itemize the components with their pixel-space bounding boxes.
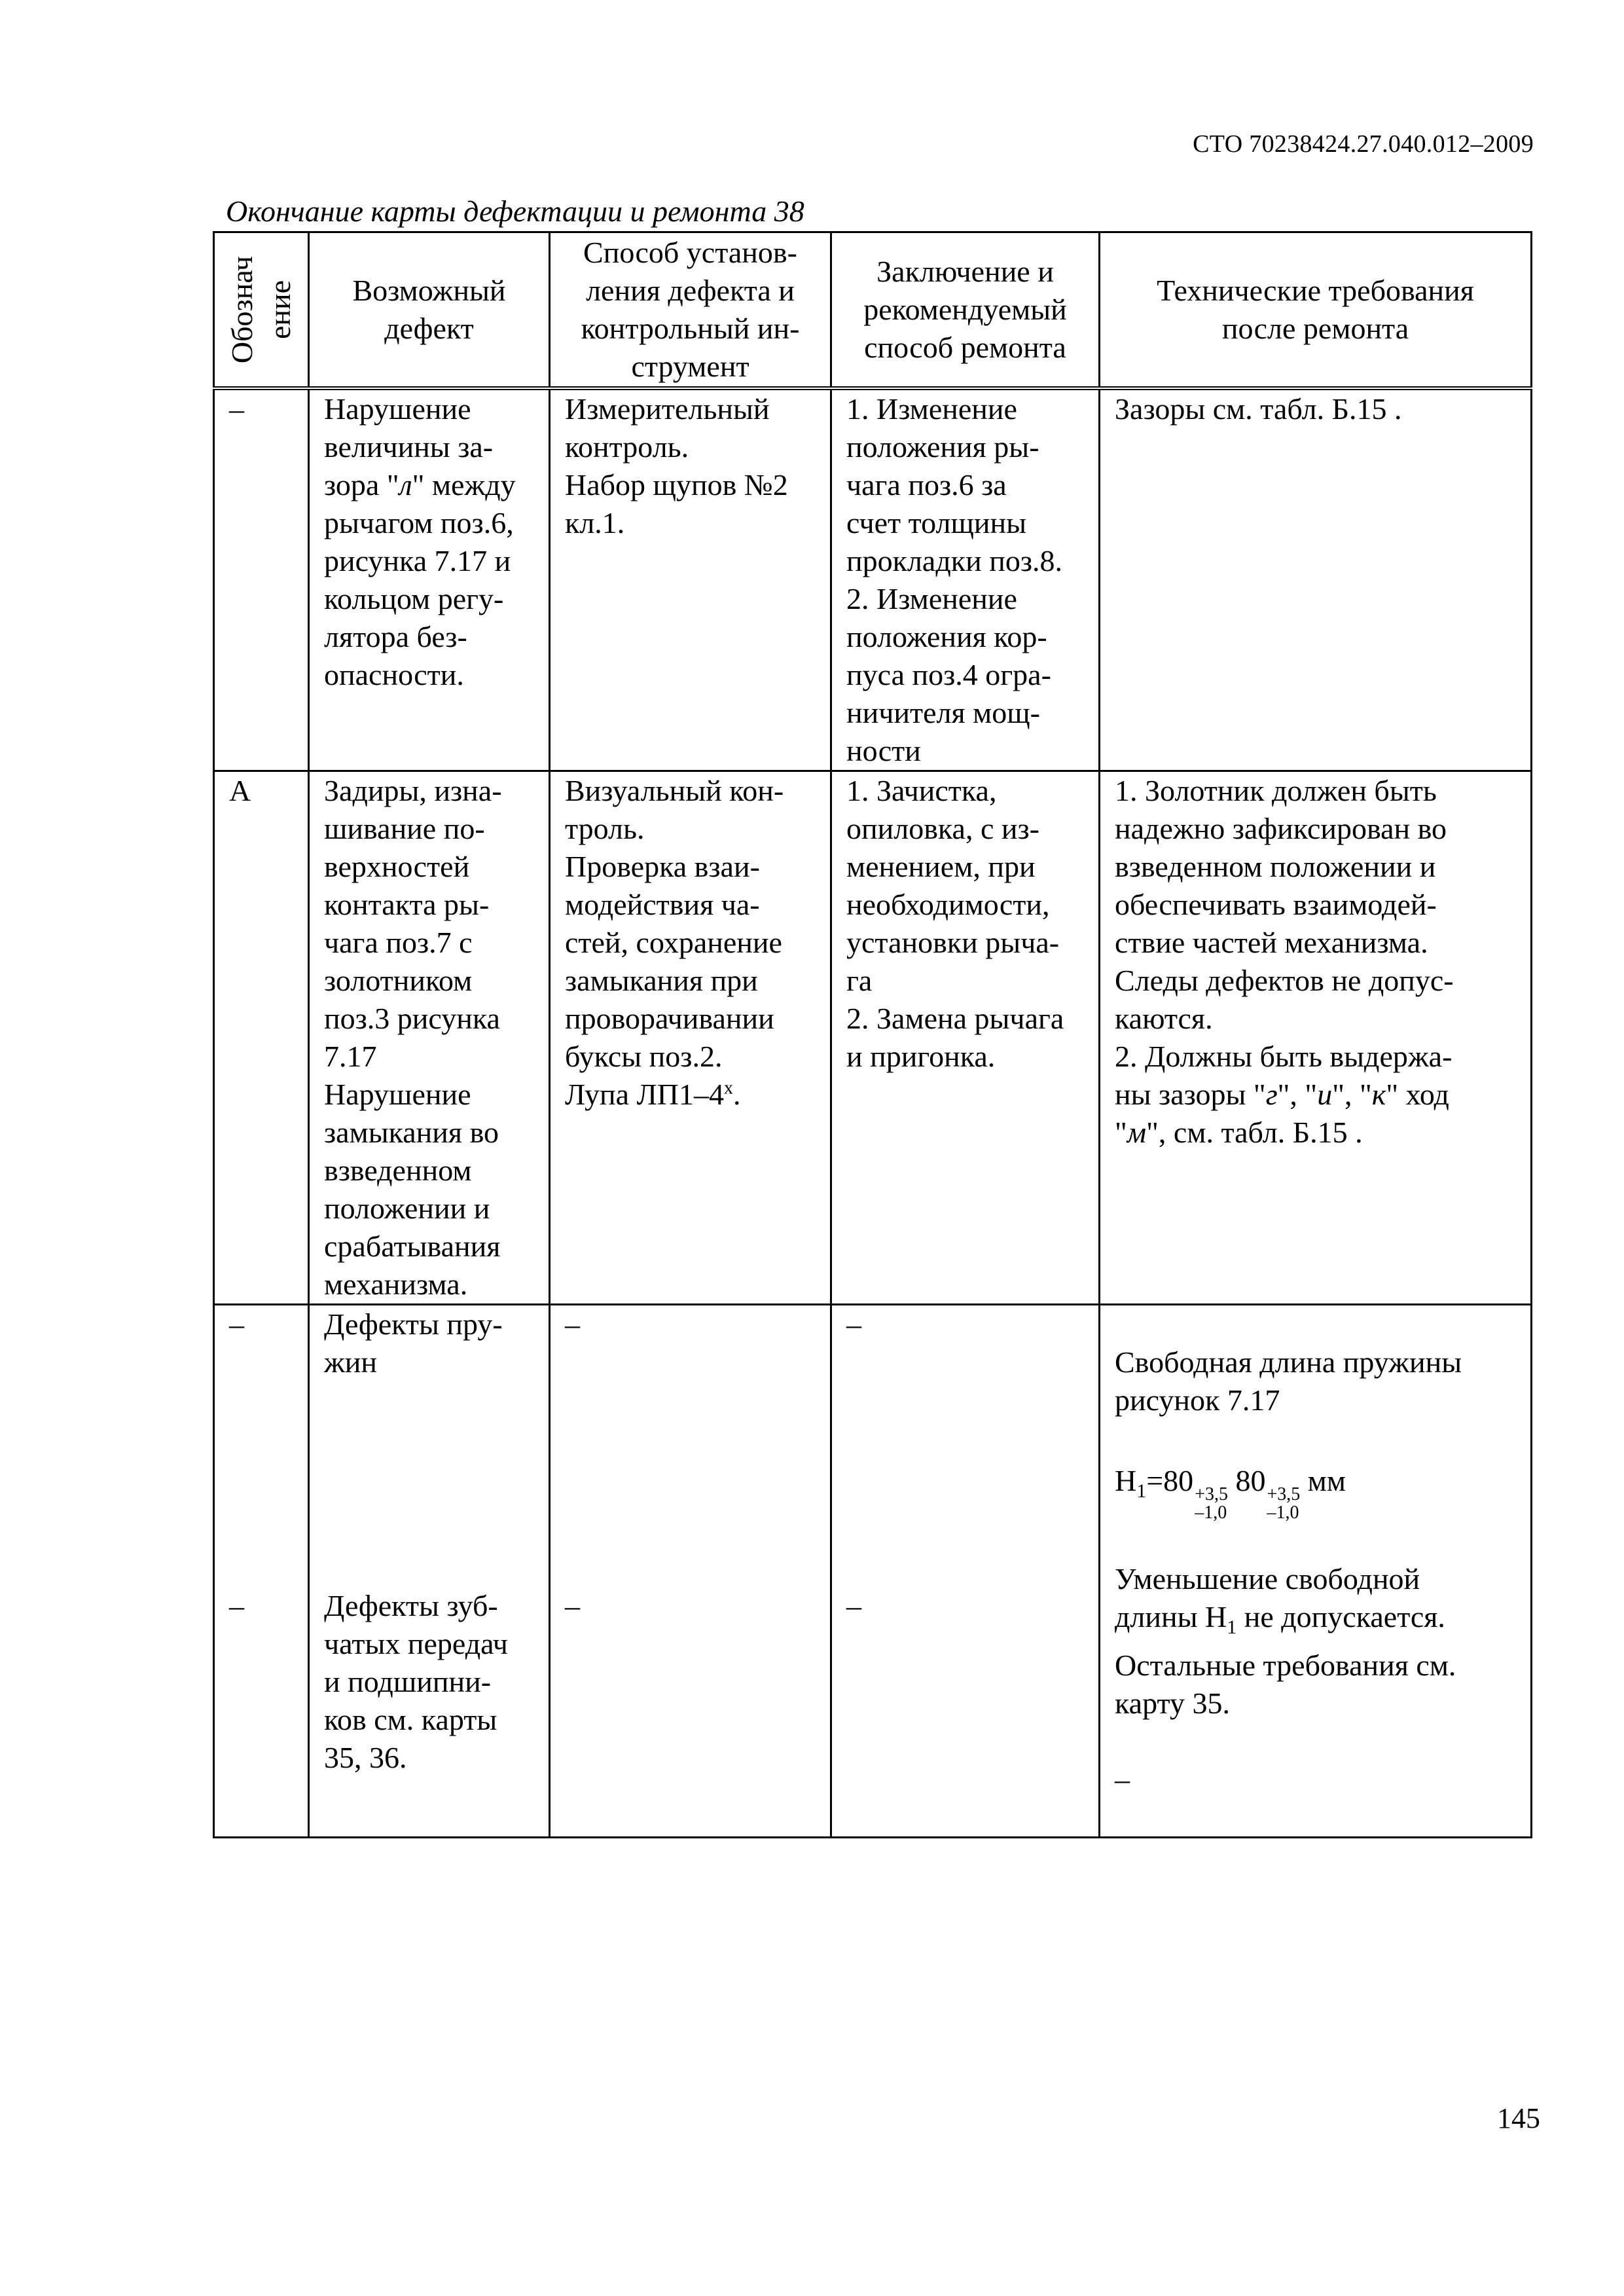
- note-sub: 1: [1227, 1616, 1237, 1639]
- header-requirements: [1100, 232, 1532, 389]
- spring-length-intro: Свободная длина пружины рисунок 7.17: [1115, 1345, 1462, 1417]
- header-repair: [831, 232, 1100, 389]
- tolerance: [1195, 1485, 1228, 1522]
- defect-springs: Дефекты пру- жин: [324, 1307, 503, 1379]
- table-row: [214, 771, 1532, 1305]
- page-number: 145: [1497, 2102, 1540, 2134]
- table-row: [214, 388, 1532, 771]
- defect-repair-table: [213, 231, 1532, 1838]
- tolerance-lower: –1,0: [1195, 1503, 1227, 1523]
- cell-repair: 1. Зачистка, опиловка, с из- менением, при необходимости, установки рыча- га 2. Замена рычага и пригонка.: [831, 771, 1100, 1305]
- note-b: не допускается. Остальные требования см. карту 35.: [1115, 1600, 1456, 1721]
- cell-repair: [831, 1305, 1100, 1838]
- designation-a: –: [229, 1307, 244, 1341]
- defect-text-a: Нарушение величины за- зора ": [324, 392, 494, 501]
- repair-a: –: [846, 1307, 861, 1341]
- repair-b: –: [846, 1589, 861, 1622]
- cell-repair: 1. Изменение положения ры- чага поз.6 за счет толщины прокладки поз.8. 2. Изменение положения кор- пуса поз.4 огра- ничителя мощ- ности: [831, 388, 1100, 771]
- tolerance-repeat: [1267, 1485, 1300, 1522]
- cell-designation: –: [214, 388, 309, 771]
- req-text: 1. Золотник должен быть надежно зафиксирован во взведенном положении и обеспечивать взаимодей- ствие частей механизма. Следы дефектов не допус- каются. 2. Должны быть выдержа- ны зазоры ": [1115, 774, 1454, 1111]
- formula-repeat: 80: [1227, 1464, 1266, 1497]
- tolerance-upper: +3,5: [1195, 1484, 1228, 1504]
- method-a: –: [565, 1307, 580, 1341]
- cell-requirements: [1100, 1305, 1532, 1838]
- cell-defect: [309, 388, 550, 771]
- cell-defect: Задиры, изна- шивание по- верхностей контакта ры- чага поз.7 с золотником поз.3 рисунка 7.17 Нарушение замыкания во взведенном положении и срабатывания механизма.: [309, 771, 550, 1305]
- formula-h: Н: [1115, 1464, 1137, 1497]
- header-defect-label: Возможный дефект: [352, 274, 506, 345]
- cell-method: Измерительный контроль. Набор щупов №2 кл.1.: [550, 388, 831, 771]
- cell-designation: [214, 1305, 309, 1838]
- document-code: СТО 70238424.27.040.012–2009: [1193, 130, 1534, 158]
- requirements-b: –: [1115, 1762, 1130, 1796]
- gap-symbol-k: к: [1371, 1078, 1386, 1111]
- header-defect: [309, 232, 550, 389]
- tolerance-lower: –1,0: [1267, 1503, 1299, 1523]
- formula-h-sub: 1: [1136, 1480, 1147, 1503]
- formula-unit: мм: [1300, 1464, 1346, 1497]
- header-designation-label: Обознач ение: [225, 255, 297, 364]
- note-a: Уменьшение свободной длины Н: [1115, 1562, 1420, 1633]
- table-caption: Окончание карты дефектации и ремонта 38: [226, 194, 804, 228]
- method-text: Визуальный кон- троль. Проверка взаи- модействия ча- стей, сохранение замыкания при проворачивании буксы поз.2. Лупа ЛП1–4: [565, 774, 784, 1111]
- req-sep: ", ": [1277, 1078, 1318, 1111]
- gap-symbol-l: л: [399, 468, 412, 501]
- header-repair-label: Заключение и рекомендуемый способ ремонта: [863, 255, 1067, 364]
- cell-method: [550, 771, 831, 1305]
- header-method: [550, 232, 831, 389]
- gap-symbol-i: и: [1317, 1078, 1333, 1111]
- req-tail: ", см. табл. Б.15 .: [1146, 1116, 1363, 1149]
- gap-symbol-g: г: [1265, 1078, 1278, 1111]
- req-sep: ", ": [1332, 1078, 1372, 1111]
- req-mid: " ход ": [1115, 1078, 1449, 1149]
- header-requirements-label: Технические требования после ремонта: [1157, 274, 1474, 345]
- cell-requirements: Зазоры см. табл. Б.15 .: [1100, 388, 1532, 771]
- spring-length-formula: [1115, 1457, 1524, 1522]
- cell-method: [550, 1305, 831, 1838]
- method-b: –: [565, 1589, 580, 1622]
- table-row: [214, 1305, 1532, 1838]
- spring-length-note: [1115, 1560, 1524, 1722]
- formula-eq: =80: [1146, 1464, 1194, 1497]
- travel-symbol-m: м: [1127, 1116, 1147, 1149]
- method-tail: .: [733, 1078, 741, 1111]
- magnification-superscript: х: [724, 1078, 734, 1099]
- header-designation: [214, 232, 309, 389]
- cell-requirements: [1100, 771, 1532, 1305]
- cell-defect: [309, 1305, 550, 1838]
- tolerance-upper: +3,5: [1267, 1484, 1301, 1504]
- table-header-row: [214, 232, 1532, 389]
- cell-designation: А: [214, 771, 309, 1305]
- designation-b: –: [229, 1589, 244, 1622]
- defect-text-b: " между рычагом поз.6, рисунка 7.17 и кольцом регу- лятора без- опасности.: [324, 468, 516, 691]
- defect-gears: Дефекты зуб- чатых передач и подшипни- ков см. карты 35, 36.: [324, 1589, 508, 1774]
- header-method-label: Способ установ- ления дефекта и контрольный ин- струмент: [581, 236, 800, 383]
